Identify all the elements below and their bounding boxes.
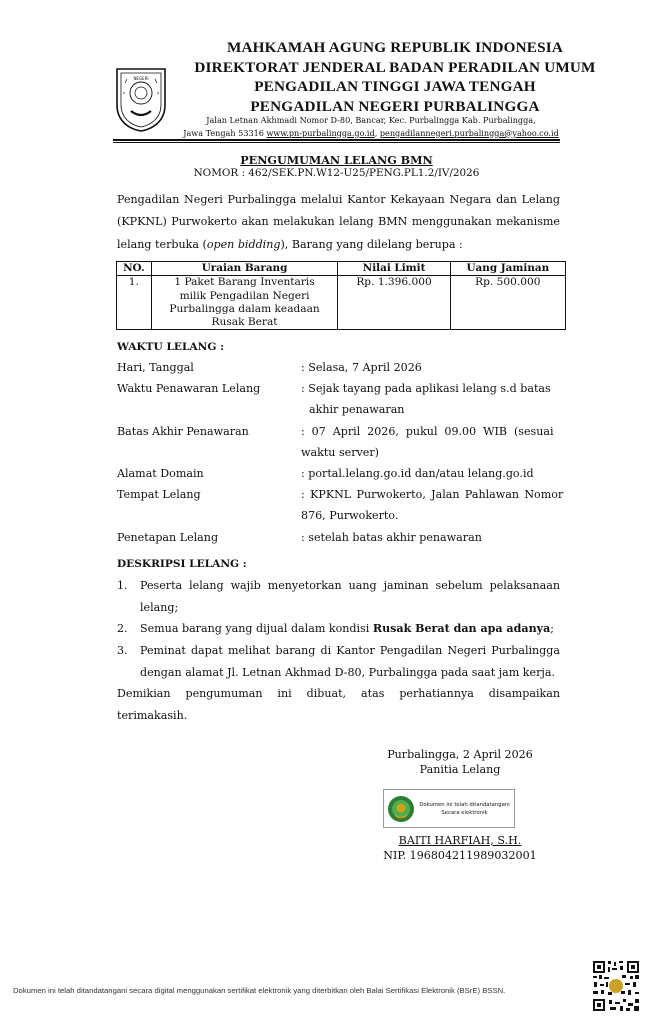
address-line-2 [130,127,612,140]
intro-text-a: Pengadilan Negeri Purbalingga melalui Kantor Kekayaan Negara dan Lelang (KPKNL) Purwokerto akan melakukan lelang BMN menggunakan mekanisme lelang terbuka ( [117,193,560,251]
court-emblem-icon [387,795,415,823]
letterhead-rule-thin [113,142,560,143]
label-penetapan-lelang: Penetapan Lelang [117,531,219,544]
list-number-3: 3. [117,644,128,657]
list-item-3: Peminat dapat melihat barang di Kantor Pengadilan Negeri Purbalingga dengan alamat Jl. Letnan Akhmad D-80, Purbalingga pada saat jam kerja. [140,644,560,679]
list-item-2-text: Semua barang yang dijual dalam kondisi [140,622,373,635]
label-tempat-lelang: Tempat Lelang [117,488,201,501]
deskripsi-heading: DESKRIPSI LELANG : [117,558,247,570]
label-alamat-domain: Alamat Domain [117,467,204,480]
value-alamat-domain: : portal.lelang.go.id dan/atau lelang.go.id [301,467,534,480]
signer-nip: NIP. 196804211989032001 [383,849,537,862]
value-tempat-lelang: : KPKNL Purwokerto, Jalan Pahlawan Nomor [301,488,564,501]
letterhead-title [180,38,610,116]
svg-text:NEGERI: NEGERI [133,76,149,81]
cell-uraian: 1 Paket Barang Inventaris milik Pengadilan Negeri Purbalingga dalam keadaan Rusak Berat [151,276,338,330]
table-row [117,276,566,330]
stamp-text [415,801,514,817]
announcement-title: PENGUMUMAN LELANG BMN [240,153,433,167]
list-number-2: 2. [117,622,128,635]
list-item-1: Peserta lelang wajib menyetorkan uang jaminan sebelum pelaksanaan lelang; [140,579,560,614]
header-nilai-limit: Nilai Limit [338,262,450,276]
label-batas-akhir: Batas Akhir Penawaran [117,425,249,438]
table-header-row [117,262,566,276]
digital-signature-footer: Dokumen ini telah ditandatangani secara digital menggunakan sertifikat elektronik yang diterbitkan oleh Balai Sertifikasi Elektronik (BSrE) BSSN. [13,986,506,995]
address-separator: , [374,127,380,138]
stamp-line-2: Secara elektronik [441,809,488,816]
cell-nilai-limit: Rp. 1.396.000 [338,276,450,330]
value-waktu-penawaran-cont: akhir penawaran [309,403,405,416]
value-waktu-penawaran: : Sejak tayang pada aplikasi lelang s.d batas [301,382,551,395]
signature-role: Panitia Lelang [419,763,501,776]
intro-text-b: ), Barang yang dilelang berupa : [280,237,463,251]
letterhead-line-2: DIREKTORAT JENDERAL BADAN PERADILAN UMUM [194,58,596,76]
qr-code-icon[interactable] [592,960,640,1012]
header-no: NO. [117,262,152,276]
letterhead-line-3: PENGADILAN TINGGI JAWA TENGAH [254,78,536,95]
value-batas-akhir-cont: waktu server) [301,446,379,459]
signature-place-date: Purbalingga, 2 April 2026 [387,748,533,761]
waktu-heading: WAKTU LELANG : [117,341,224,353]
value-penetapan-lelang: : setelah batas akhir penawaran [301,531,482,544]
value-hari-tanggal: : Selasa, 7 April 2026 [301,361,422,374]
letterhead-line-4: PENGADILAN NEGERI PURBALINGGA [250,97,540,115]
intro-italic: open bidding [206,237,281,251]
header-uang-jaminan: Uang Jaminan [450,262,565,276]
cell-no: 1. [117,276,152,330]
signer-name: BAITI HARFIAH, S.H. [398,834,522,847]
letterhead-line-1: MAHKAMAH AGUNG REPUBLIK INDONESIA [226,39,564,56]
label-hari-tanggal: Hari, Tanggal [117,361,194,374]
announcement-number: NOMOR : 462/SEK.PN.W12-U25/PENG.PL1.2/IV/2026 [193,167,480,179]
address-line-1: Jalan Letnan Akhmadi Nomor D-80, Bancar, Kec. Purbalingga Kab. Purbalingga, [206,115,536,125]
email-link[interactable]: pengadilannegeri.purbalingga@yahoo.co.id [379,127,559,138]
value-tempat-lelang-cont: 876, Purwokerto. [301,509,399,522]
cell-uang-jaminan: Rp. 500.000 [450,276,565,330]
stamp-line-1: Dokumen ini telah ditandatangani [419,801,510,808]
list-item-2 [140,618,560,640]
electronic-signature-stamp [383,789,515,828]
intro-paragraph [117,189,560,256]
website-link[interactable]: www.pn-purbalingga.go.id [266,127,375,138]
letterhead-rule-thick [113,139,560,141]
closing-paragraph: Demikian pengumuman ini dibuat, atas perhatiannya disampaikan terimakasih. [117,687,560,722]
letterhead-address [130,114,612,139]
list-item-2-end: ; [550,622,555,635]
list-number-1: 1. [117,579,128,592]
header-uraian: Uraian Barang [151,262,338,276]
list-item-2-bold: Rusak Berat dan apa adanya [372,622,551,635]
auction-items-table [116,261,566,330]
value-batas-akhir: : 07 April 2026, pukul 09.00 WIB (sesuai [301,425,554,438]
address-prefix: Jawa Tengah 53316 [183,127,267,138]
label-waktu-penawaran: Waktu Penawaran Lelang [117,382,261,395]
